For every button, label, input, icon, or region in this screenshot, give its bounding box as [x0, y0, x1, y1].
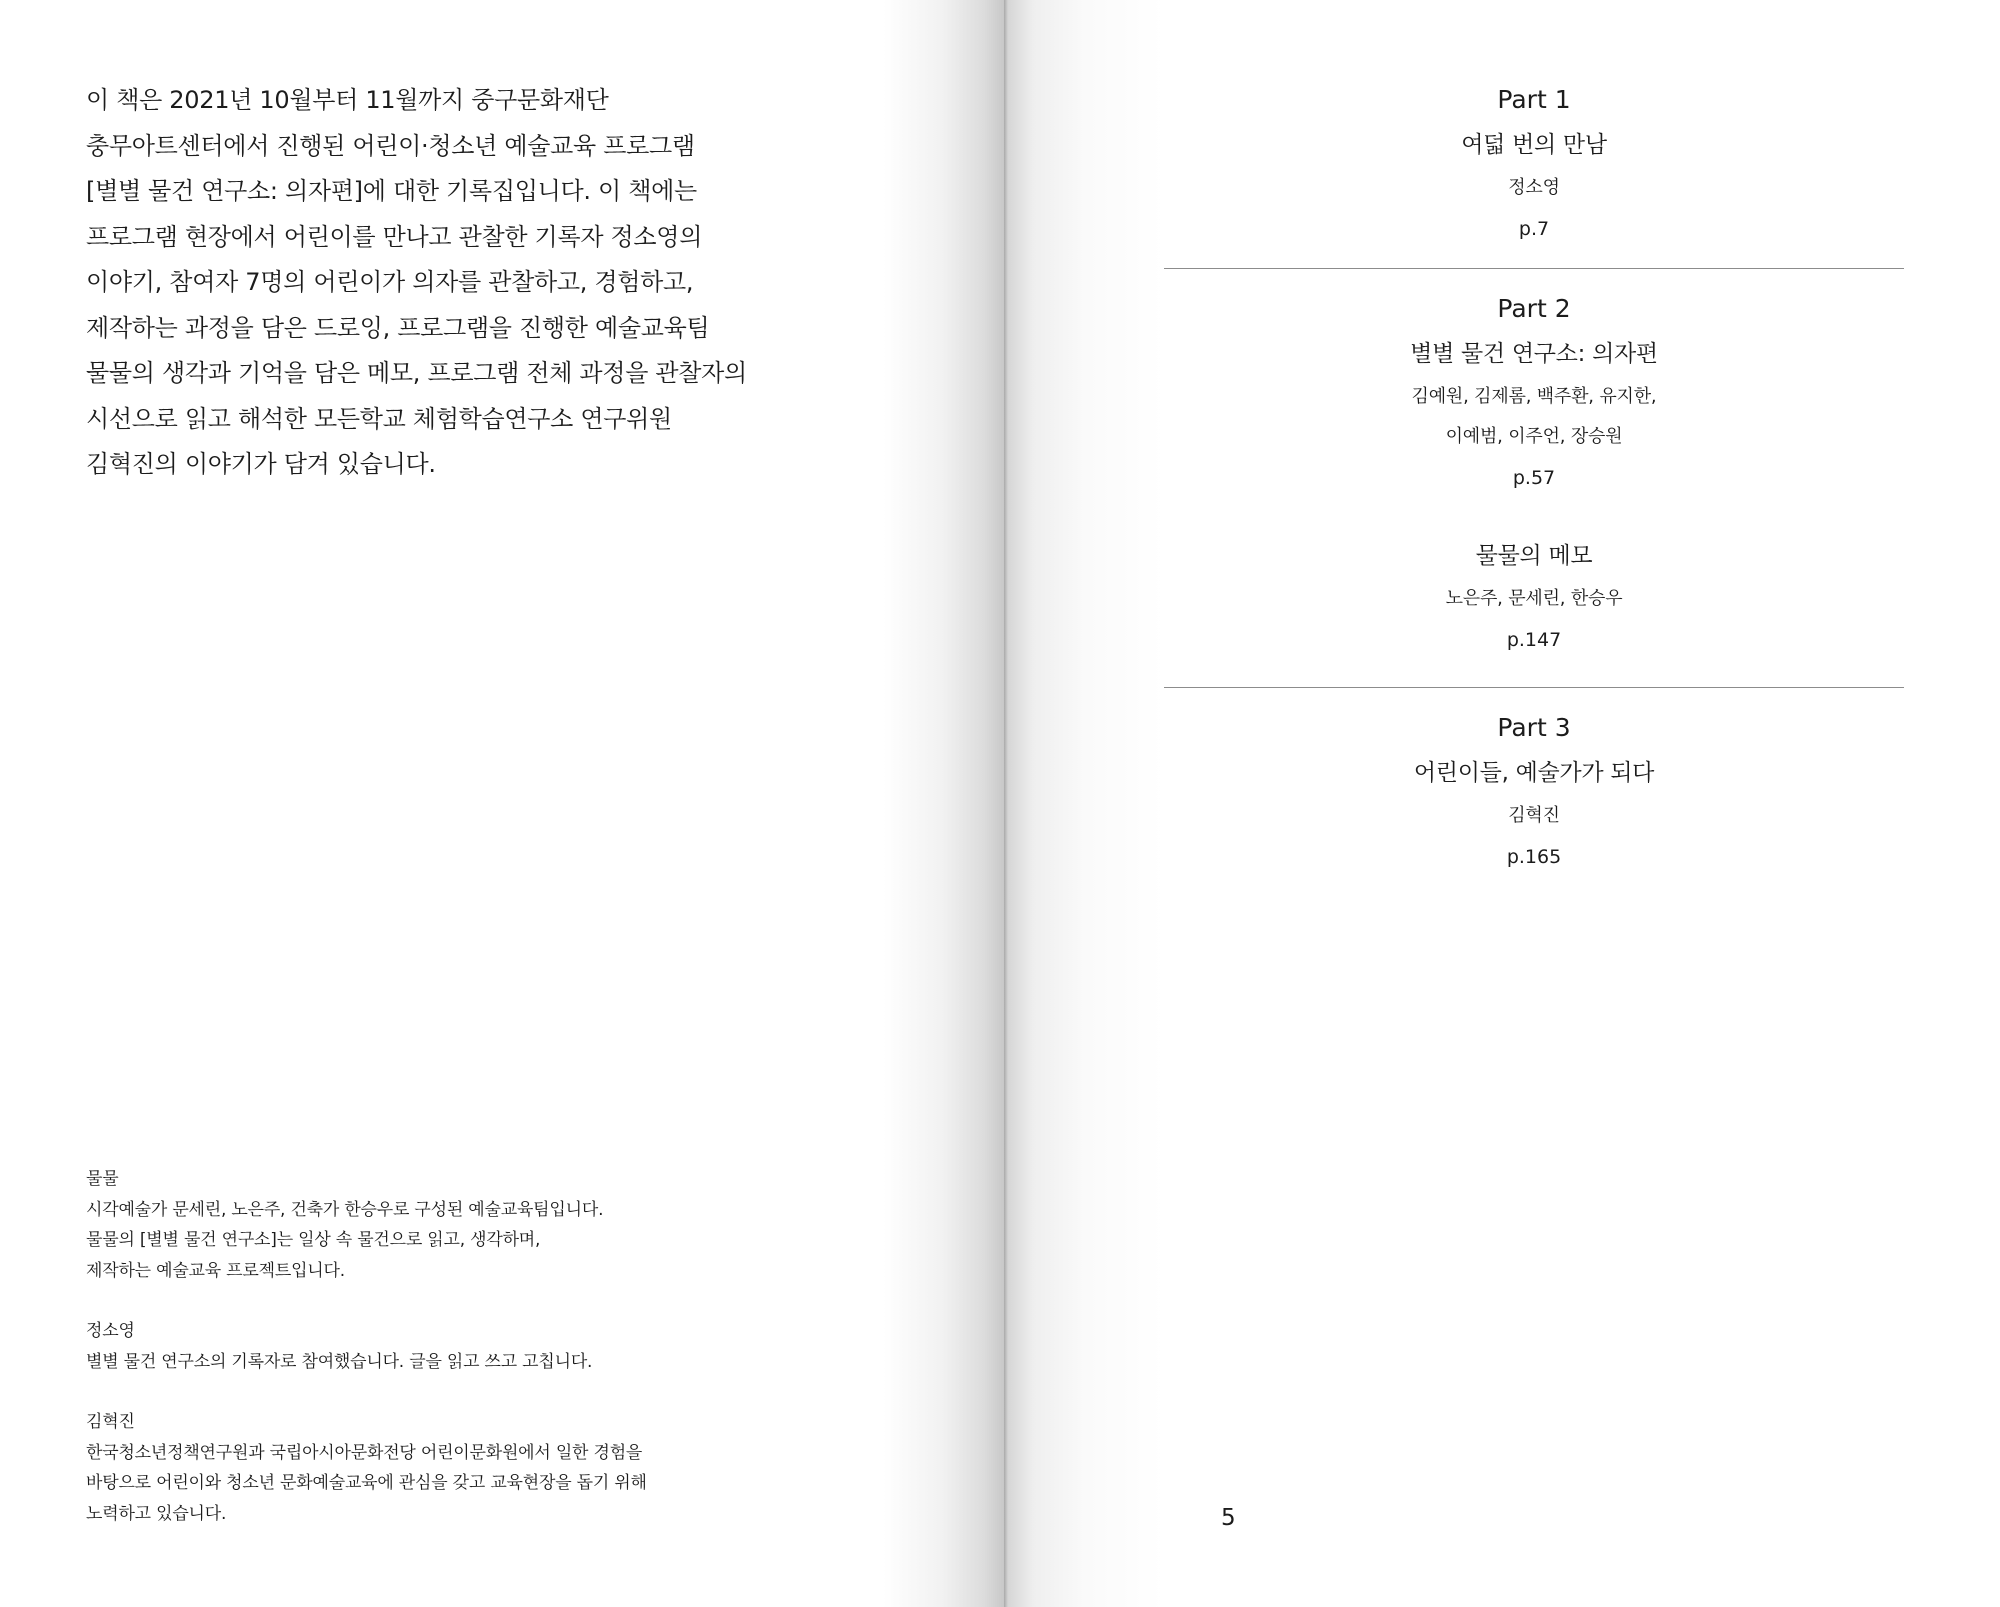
toc-entry-title: 별별 물건 연구소: 의자편 — [1410, 341, 1658, 367]
bio-name: 정소영 — [86, 1321, 135, 1341]
bio-name: 물물 — [86, 1169, 119, 1189]
toc-entry-page: p.147 — [1506, 629, 1562, 651]
toc-entry-title: 어린이들, 예술가가 되다 — [1413, 760, 1655, 786]
toc-entry-authors: 김혁진 — [1508, 805, 1560, 826]
toc-entry-page: p.7 — [1518, 218, 1550, 240]
contributor-bios — [86, 1164, 886, 1559]
bio-kim-hyeokjin — [86, 1407, 886, 1529]
page-number: 5 — [1221, 1505, 1236, 1531]
toc-entry-authors: 정소영 — [1508, 177, 1560, 198]
toc-part-3 — [1164, 706, 1904, 878]
intro-line: [별별 물건 연구소: 의자편]에 대한 기록집입니다. 이 책에는 — [86, 177, 697, 205]
bio-line: 제작하는 예술교육 프로젝트입니다. — [86, 1260, 345, 1281]
bio-line: 노력하고 있습니다. — [86, 1503, 227, 1524]
toc-entry-page: p.57 — [1512, 467, 1556, 489]
intro-line: 이 책은 2021년 10월부터 11월까지 중구문화재단 — [86, 86, 609, 114]
bio-line: 바탕으로 어린이와 청소년 문화예술교육에 관심을 갖고 교육현장을 돕기 위해 — [86, 1473, 647, 1493]
bio-name: 김혁진 — [86, 1412, 135, 1432]
toc-entry-page: p.165 — [1506, 846, 1562, 868]
toc-part-1 — [1164, 78, 1904, 250]
intro-line: 제작하는 과정을 담은 드로잉, 프로그램을 진행한 예술교육팀 — [86, 313, 710, 342]
intro-line: 이야기, 참여자 7명의 어린이가 의자를 관찰하고, 경험하고, — [86, 268, 694, 296]
intro-line: 시선으로 읽고 해석한 모든학교 체험학습연구소 연구위원 — [86, 404, 672, 433]
intro-line: 김혁진의 이야기가 담겨 있습니다. — [86, 450, 436, 478]
intro-paragraph — [86, 78, 886, 488]
bio-jeong-soyoung — [86, 1316, 886, 1377]
toc-entry-title: 물물의 메모 — [1475, 543, 1593, 569]
table-of-contents — [1164, 78, 1904, 878]
intro-line: 충무아트센터에서 진행된 어린이·청소년 예술교육 프로그램 — [86, 131, 695, 160]
part-heading: Part 2 — [1497, 294, 1571, 323]
part-heading: Part 3 — [1497, 713, 1571, 742]
part-heading: Part 1 — [1497, 85, 1571, 114]
bio-line: 별별 물건 연구소의 기록자로 참여했습니다. 글을 읽고 쓰고 고칩니다. — [86, 1351, 593, 1372]
intro-line: 프로그램 현장에서 어린이를 만나고 관찰한 기록자 정소영의 — [86, 222, 703, 251]
toc-entry-authors: 노은주, 문세린, 한승우 — [1445, 588, 1623, 609]
toc-part-2 — [1164, 287, 1904, 661]
bio-line: 시각예술가 문세린, 노은주, 건축가 한승우로 구성된 예술교육팀입니다. — [86, 1199, 604, 1220]
bio-line: 한국청소년정책연구원과 국립아시아문화전당 어린이문화원에서 일한 경험을 — [86, 1442, 643, 1463]
toc-entry-title: 여덟 번의 만남 — [1461, 132, 1607, 158]
bio-mulmul — [86, 1164, 886, 1286]
intro-line: 물물의 생각과 기억을 담은 메모, 프로그램 전체 과정을 관찰자의 — [86, 359, 747, 387]
bio-line: 물물의 [별별 물건 연구소]는 일상 속 물건으로 읽고, 생각하며, — [86, 1230, 541, 1250]
toc-entry-authors: 김예원, 김제롬, 백주환, 유지한, — [1411, 386, 1657, 407]
toc-entry-authors: 이예범, 이주언, 장승원 — [1445, 426, 1623, 447]
